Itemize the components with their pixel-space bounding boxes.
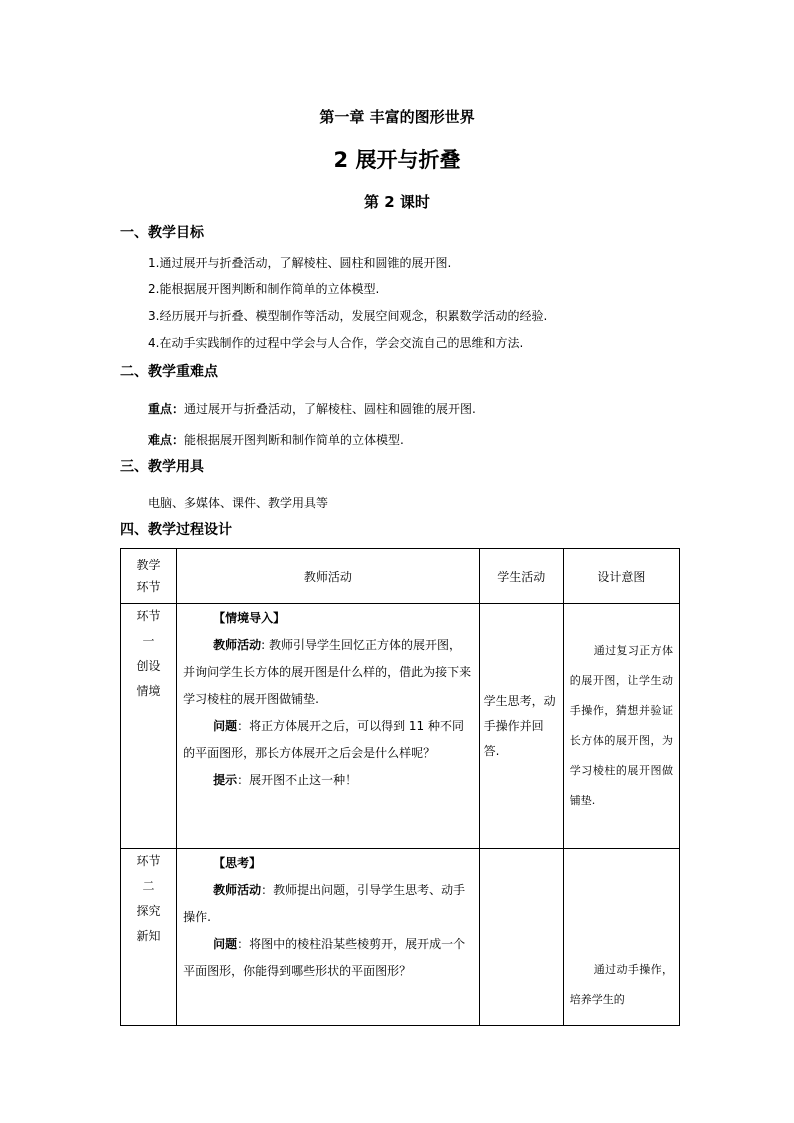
design-intent-cell [563, 604, 679, 849]
chapter-title: 第一章 丰富的图形世界 [319, 108, 475, 126]
stage-line: 一 [142, 634, 155, 648]
activity-text: : 教师引导学生回忆正方体的展开图，并询问学生长方体的展开图是什么样的，借此为接下来学习棱柱的展开图做铺垫. [183, 638, 472, 706]
hint [183, 767, 473, 794]
key-point [148, 400, 476, 417]
question-text: ：将图中的棱柱沿某些棱剪开，展开成一个平面图形，你能得到哪些形状的平面图形？ [183, 937, 466, 978]
key-point-label: 重点： [148, 402, 185, 416]
scenario-heading-text: 【情境导入】 [213, 611, 286, 625]
hint-text: ：展开图不止这一种！ [237, 773, 358, 787]
process-table [120, 548, 680, 1026]
think-heading [183, 850, 473, 877]
teacher-activity-cell [177, 604, 480, 849]
activity-text: ：教师提出问题，引导学生思考、动手操作. [183, 883, 466, 924]
hint-label: 提示 [213, 773, 238, 787]
stage-line: 创设 [136, 659, 161, 673]
stage-line: 环节 [136, 854, 161, 868]
objectives-heading: 一、教学目标 [120, 225, 204, 241]
student-activity-cell: 学生思考，动手操作并回答. [479, 604, 563, 849]
key-points-heading: 二、教学重难点 [120, 364, 218, 380]
question-label: 问题 [213, 719, 238, 733]
key-point-text: 通过展开与折叠活动，了解棱柱、圆柱和圆锥的展开图. [184, 402, 476, 416]
lesson-title: 2 展开与折叠 [333, 148, 461, 172]
scenario-heading [183, 605, 473, 632]
teacher-activity-cell [177, 849, 480, 1026]
question-text: ：将正方体展开之后，可以得到 11 种不同的平面图形，那长方体展开之后会是什么样呢？ [183, 719, 465, 760]
activity-label: 教师活动 [213, 883, 262, 897]
process-heading: 四、教学过程设计 [120, 522, 232, 538]
difficult-point-label: 难点： [148, 433, 185, 447]
period-title: 第 2 课时 [364, 193, 430, 211]
student-activity-cell [479, 849, 563, 1026]
difficult-point-text: 能根据展开图判断和制作简单的立体模型. [184, 433, 404, 447]
teacher-activity [183, 877, 473, 931]
table-row [121, 849, 680, 1026]
table-header-row [121, 549, 680, 604]
objective-item: 4.在动手实践制作的过程中学会与人合作，学会交流自己的思维和方法. [148, 336, 524, 350]
header-stage-line2: 环节 [136, 580, 161, 594]
stage-cell [121, 604, 177, 849]
design-intent-text: 通过复习正方体的展开图，让学生动手操作，猜想并验证长方体的展开图，为学习棱柱的展开图做铺垫. [569, 644, 673, 807]
design-intent-cell [563, 849, 679, 1026]
objective-item: 1.通过展开与折叠活动，了解棱柱、圆柱和圆锥的展开图. [148, 256, 452, 270]
stage-line: 新知 [136, 929, 161, 943]
tools-text: 电脑、多媒体、课件、教学用具等 [148, 496, 329, 510]
header-intent: 设计意图 [563, 549, 679, 604]
stage-line: 二 [142, 879, 155, 893]
objective-item: 2.能根据展开图判断和制作简单的立体模型. [148, 282, 380, 296]
teacher-activity [183, 632, 473, 713]
question [183, 931, 473, 985]
header-student: 学生活动 [479, 549, 563, 604]
stage-cell [121, 849, 177, 1026]
objective-item: 3.经历展开与折叠、模型制作等活动，发展空间观念，积累数学活动的经验. [148, 309, 548, 323]
design-intent-text: 通过动手操作，培养学生的 [569, 963, 673, 1006]
question-label: 问题 [213, 937, 238, 951]
header-teacher: 教师活动 [177, 549, 480, 604]
stage-line: 环节 [136, 609, 161, 623]
stage-line: 探究 [136, 904, 161, 918]
stage-line: 情境 [136, 684, 161, 698]
think-heading-text: 【思考】 [213, 856, 262, 870]
difficult-point [148, 431, 404, 448]
table-row [121, 604, 680, 849]
activity-label: 教师活动 [213, 638, 262, 652]
header-stage [121, 549, 177, 604]
question [183, 713, 473, 767]
tools-heading: 三、教学用具 [120, 459, 204, 475]
header-stage-line1: 教学 [136, 558, 161, 572]
